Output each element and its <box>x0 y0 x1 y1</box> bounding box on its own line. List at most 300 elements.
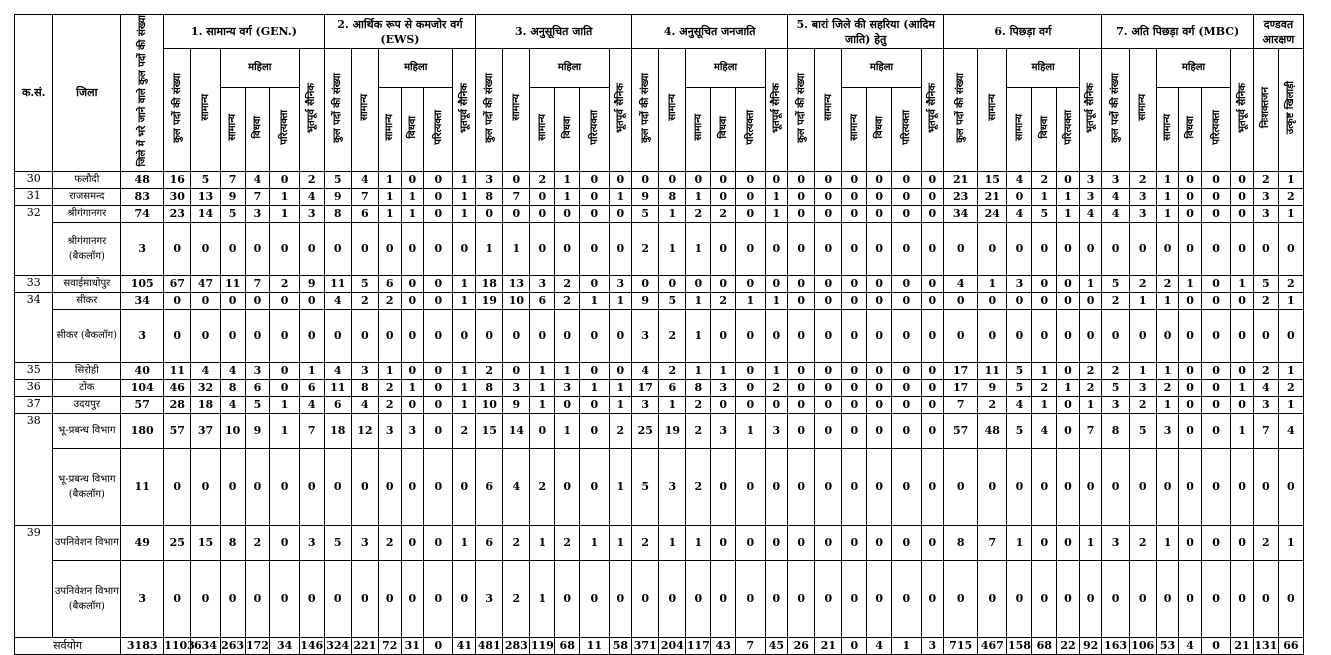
cell-value: 1 <box>1032 396 1057 413</box>
sub-header-general-label: सामान्य <box>822 94 834 122</box>
cell-value: 0 <box>765 560 788 637</box>
cell-value: 11 <box>121 448 164 525</box>
cell-value: 0 <box>1102 309 1129 362</box>
cell-value: 0 <box>1156 222 1179 275</box>
total-value: 158 <box>1007 639 1031 653</box>
cell-value: 0 <box>867 205 892 222</box>
cell-value: 1 <box>453 275 476 292</box>
cell-value: 0 <box>191 222 220 275</box>
cell-value: 2 <box>1253 362 1278 379</box>
cell-value: 25 <box>632 413 659 448</box>
cell-value: 0 <box>351 309 378 362</box>
cell-value: 7 <box>1253 413 1278 448</box>
cell-value: 0 <box>765 396 788 413</box>
cell-value: 5 <box>1253 275 1278 292</box>
group-header-7: 7. अति पिछड़ा वर्ग (MBC) <box>1102 15 1253 49</box>
total-value: 34 <box>270 637 299 654</box>
total-value: 467 <box>978 637 1007 654</box>
cell-value: 4 <box>299 396 324 413</box>
cell-value: 0 <box>1057 292 1080 309</box>
cell-value: 0 <box>299 222 324 275</box>
cell-value: 1 <box>1156 205 1179 222</box>
cell-value: 0 <box>270 309 299 362</box>
cell-value: 7 <box>245 188 270 205</box>
leaf-header-label: परित्यक्ता <box>1062 109 1074 145</box>
cell-value: 0 <box>659 560 686 637</box>
cell-value: 4 <box>245 171 270 188</box>
cell-value: 0 <box>815 560 842 637</box>
cell-value: 0 <box>530 309 555 362</box>
cell-value: 0 <box>842 525 867 560</box>
cell-value: 21 <box>944 171 978 188</box>
cell-value: 0 <box>711 525 736 560</box>
leaf-header-parityakta-1 <box>270 87 299 171</box>
cell-value: 0 <box>1179 292 1202 309</box>
cell-value: 0 <box>921 362 944 379</box>
row-district: सीकर <box>53 292 121 309</box>
cell-value: 9 <box>324 188 351 205</box>
cell-value: 3 <box>1253 396 1278 413</box>
sub-header-exserv-3 <box>609 49 632 172</box>
cell-value: 0 <box>892 309 921 362</box>
cell-value: 18 <box>476 275 503 292</box>
cell-value: 0 <box>164 222 191 275</box>
cell-value: 0 <box>978 560 1007 637</box>
cell-value: 4 <box>351 171 378 188</box>
cell-value: 2 <box>686 413 711 448</box>
cell-value: 1 <box>609 292 632 309</box>
cell-value: 0 <box>1201 292 1230 309</box>
cell-value: 14 <box>191 205 220 222</box>
cell-value: 1 <box>1079 396 1102 413</box>
cell-value: 2 <box>632 525 659 560</box>
cell-value: 0 <box>944 222 978 275</box>
group-header-6: 6. पिछड़ा वर्ग <box>944 15 1102 49</box>
cell-value: 0 <box>424 413 453 448</box>
sub-header-exserv-6 <box>1079 49 1102 172</box>
cell-value: 19 <box>476 292 503 309</box>
cell-value: 0 <box>867 362 892 379</box>
cell-value: 0 <box>164 292 191 309</box>
cell-value: 2 <box>555 525 580 560</box>
cell-value: 2 <box>1278 275 1303 292</box>
cell-value: 0 <box>1253 309 1278 362</box>
cell-value: 0 <box>736 171 765 188</box>
cell-value: 0 <box>1231 171 1254 188</box>
cell-value: 0 <box>424 222 453 275</box>
cell-value: 0 <box>1231 309 1254 362</box>
row-district: सीकर (बैकलॉग) <box>53 309 121 362</box>
cell-value: 0 <box>1079 448 1102 525</box>
cell-value: 0 <box>424 205 453 222</box>
cell-value: 3 <box>632 309 659 362</box>
total-value: 4 <box>1179 637 1202 654</box>
sub-header-exserv-label: भूतपूर्व सैनिक <box>1085 82 1097 133</box>
cell-value: 0 <box>245 560 270 637</box>
cell-value: 105 <box>121 275 164 292</box>
cell-value: 2 <box>555 275 580 292</box>
cell-value: 1 <box>765 292 788 309</box>
cell-value: 1 <box>555 362 580 379</box>
total-value: 11 <box>580 637 609 654</box>
total-label: सर्वयोग <box>15 637 121 654</box>
cell-value: 2 <box>1278 188 1303 205</box>
cell-value: 1 <box>580 379 609 396</box>
cell-value: 0 <box>555 448 580 525</box>
cell-value: 0 <box>736 188 765 205</box>
cell-value: 0 <box>711 560 736 637</box>
cell-value: 0 <box>842 309 867 362</box>
cell-value: 83 <box>121 188 164 205</box>
total-value: 53 <box>1156 637 1179 654</box>
cell-value: 4 <box>299 188 324 205</box>
cell-value: 0 <box>424 188 453 205</box>
cell-value: 2 <box>1253 171 1278 188</box>
row-district: सिरोही <box>53 362 121 379</box>
cell-value: 0 <box>944 309 978 362</box>
cell-value: 0 <box>270 292 299 309</box>
cell-value: 0 <box>788 413 815 448</box>
total-value: 204 <box>659 637 686 654</box>
cell-value: 1 <box>378 171 401 188</box>
cell-value: 0 <box>424 171 453 188</box>
row-district: उपनिवेशन विभाग <box>53 525 121 560</box>
cell-value: 0 <box>711 448 736 525</box>
cell-value: 3 <box>1102 525 1129 560</box>
leaf-header-parityakta-2 <box>424 87 453 171</box>
cell-value: 0 <box>1278 222 1303 275</box>
cell-value: 1 <box>530 379 555 396</box>
cell-value: 0 <box>220 222 245 275</box>
cell-value: 0 <box>220 292 245 309</box>
total-value: 3183 <box>121 637 164 654</box>
cell-value: 1 <box>1179 275 1202 292</box>
table-row <box>15 396 1304 413</box>
cell-value: 0 <box>453 309 476 362</box>
cell-value: 0 <box>632 275 659 292</box>
cell-value: 0 <box>1201 309 1230 362</box>
cell-value: 5 <box>632 448 659 525</box>
cell-value: 1 <box>270 413 299 448</box>
table-row <box>15 205 1304 222</box>
cell-value: 0 <box>1201 413 1230 448</box>
cell-value: 0 <box>944 292 978 309</box>
cell-value: 0 <box>424 309 453 362</box>
cell-value: 0 <box>1179 188 1202 205</box>
cell-value: 1 <box>609 448 632 525</box>
cell-value: 1 <box>580 525 609 560</box>
cell-value: 18 <box>324 413 351 448</box>
leaf-header-parityakta-6 <box>1057 87 1080 171</box>
cell-value: 0 <box>1179 525 1202 560</box>
total-value: 324 <box>324 637 351 654</box>
cell-value: 1 <box>1278 396 1303 413</box>
cell-value: 0 <box>191 292 220 309</box>
cell-value: 7 <box>503 188 530 205</box>
cell-value: 0 <box>476 205 503 222</box>
cell-value: 0 <box>424 396 453 413</box>
cell-value: 0 <box>892 292 921 309</box>
cell-value: 7 <box>220 171 245 188</box>
cell-value: 5 <box>1032 205 1057 222</box>
cell-value: 0 <box>609 560 632 637</box>
total-value: 1103 <box>164 639 195 653</box>
cell-value: 2 <box>270 275 299 292</box>
total-row <box>15 637 1304 654</box>
sub-header-general-3 <box>503 49 530 172</box>
total-value: 21 <box>1231 637 1254 654</box>
cell-value: 0 <box>867 275 892 292</box>
cell-value: 0 <box>503 205 530 222</box>
cell-value: 0 <box>424 379 453 396</box>
cell-value: 0 <box>324 309 351 362</box>
leaf-header-label: परित्यक्ता <box>279 109 291 145</box>
cell-value: 0 <box>978 309 1007 362</box>
cell-value: 0 <box>1278 448 1303 525</box>
cell-value: 0 <box>1179 205 1202 222</box>
cell-value: 0 <box>401 560 424 637</box>
cell-value: 12 <box>351 413 378 448</box>
leaf-header-widow-2 <box>401 87 424 171</box>
cell-value: 30 <box>164 188 191 205</box>
cell-value: 0 <box>978 222 1007 275</box>
cell-value: 1 <box>686 188 711 205</box>
cell-value: 3 <box>1129 188 1156 205</box>
cell-value: 0 <box>686 171 711 188</box>
table-row <box>15 275 1304 292</box>
leaf-header-widow-7 <box>1179 87 1202 171</box>
cell-value: 0 <box>1231 222 1254 275</box>
cell-value: 3 <box>121 560 164 637</box>
cell-value: 34 <box>944 205 978 222</box>
row-sno: 35 <box>15 362 53 379</box>
sub-header-mahila-6: महिला <box>1007 49 1079 88</box>
cell-value: 3 <box>632 396 659 413</box>
cell-value: 1 <box>1156 525 1179 560</box>
total-value: 106 <box>1129 637 1156 654</box>
cell-value: 0 <box>711 309 736 362</box>
cell-value: 0 <box>191 448 220 525</box>
cell-value: 1 <box>580 292 609 309</box>
sub-header-total-6 <box>944 49 978 172</box>
cell-value: 0 <box>711 275 736 292</box>
cell-value: 1 <box>503 222 530 275</box>
cell-value: 4 <box>944 275 978 292</box>
cell-value: 0 <box>921 309 944 362</box>
cell-value: 0 <box>867 560 892 637</box>
cell-value: 6 <box>378 275 401 292</box>
cell-value: 0 <box>842 362 867 379</box>
cell-value: 0 <box>1079 560 1102 637</box>
leaf-header-label: विधवा <box>1184 115 1196 139</box>
cell-value: 0 <box>1007 448 1032 525</box>
cell-value: 0 <box>736 396 765 413</box>
leaf-header-label: सामान्य <box>536 113 548 141</box>
cell-value: 1 <box>1129 362 1156 379</box>
cell-value: 6 <box>245 379 270 396</box>
cell-value: 0 <box>1201 171 1230 188</box>
cell-value: 0 <box>424 525 453 560</box>
total-value: 66 <box>1278 637 1303 654</box>
cell-value: 0 <box>788 275 815 292</box>
cell-value: 5 <box>1007 413 1032 448</box>
cell-value: 46 <box>164 379 191 396</box>
cell-value: 2 <box>453 413 476 448</box>
sub-header-total-label: कुल पदों की संख्या <box>332 72 344 143</box>
cell-value: 0 <box>892 222 921 275</box>
cell-value: 0 <box>842 205 867 222</box>
cell-value: 1 <box>659 205 686 222</box>
cell-value: 0 <box>711 188 736 205</box>
cell-value: 0 <box>401 309 424 362</box>
row-district: भू-प्रबन्ध विभाग (बैकलॉग) <box>53 448 121 525</box>
cell-value: 17 <box>632 379 659 396</box>
cell-value: 0 <box>1231 525 1254 560</box>
cell-value: 1 <box>765 205 788 222</box>
cell-value: 13 <box>191 188 220 205</box>
cell-value: 3 <box>401 413 424 448</box>
sub-header-total-label: कुल पदों की संख्या <box>955 72 967 143</box>
cell-value: 2 <box>686 448 711 525</box>
cell-value: 0 <box>378 448 401 525</box>
cell-value: 5 <box>1102 275 1129 292</box>
cell-value: 0 <box>299 448 324 525</box>
cell-value: 3 <box>378 413 401 448</box>
cell-value: 0 <box>1278 309 1303 362</box>
cell-value: 0 <box>944 560 978 637</box>
cell-value: 24 <box>978 205 1007 222</box>
cell-value: 0 <box>453 448 476 525</box>
cell-value: 0 <box>892 171 921 188</box>
col-header-total-posts <box>121 15 164 172</box>
sub-header-exserv-label: भूतपूर्व सैनिक <box>770 82 782 133</box>
cell-value: 6 <box>324 396 351 413</box>
col-header-total-posts-label: जिले में भरे जाने वाले कुल पदों की संख्या <box>136 15 148 167</box>
cell-value: 0 <box>921 275 944 292</box>
leaf-header-widow-6 <box>1032 87 1057 171</box>
cell-value: 180 <box>121 413 164 448</box>
cell-value: 4 <box>1007 205 1032 222</box>
col-header-sno: क.सं. <box>15 15 53 172</box>
cell-value: 0 <box>164 448 191 525</box>
sub-header-total-label: कुल पदों की संख्या <box>639 72 651 143</box>
cell-value: 0 <box>815 205 842 222</box>
cell-value: 0 <box>1129 448 1156 525</box>
cell-value: 0 <box>401 171 424 188</box>
cell-value: 1 <box>765 188 788 205</box>
cell-value: 47 <box>191 275 220 292</box>
leaf-header-w-general-1 <box>220 87 245 171</box>
cell-value: 7 <box>944 396 978 413</box>
cell-value: 0 <box>245 448 270 525</box>
cell-value: 0 <box>401 396 424 413</box>
cell-value: 1 <box>401 188 424 205</box>
cell-value: 0 <box>892 205 921 222</box>
cell-value: 0 <box>788 188 815 205</box>
cell-value: 5 <box>324 171 351 188</box>
cell-value: 0 <box>1201 205 1230 222</box>
cell-value: 0 <box>220 448 245 525</box>
cell-value: 3 <box>609 275 632 292</box>
sub-header-general-label: सामान्य <box>510 94 522 122</box>
cell-value: 57 <box>164 413 191 448</box>
row-district: सवाईमाधोपुर <box>53 275 121 292</box>
cell-value: 18 <box>191 396 220 413</box>
cell-value: 9 <box>632 292 659 309</box>
cell-value: 0 <box>1057 525 1080 560</box>
cell-value: 0 <box>1032 222 1057 275</box>
cell-value: 0 <box>892 379 921 396</box>
cell-value: 1 <box>1278 292 1303 309</box>
sub-header-total-7 <box>1102 49 1129 172</box>
cell-value: 2 <box>686 396 711 413</box>
leaf-header-widow-5 <box>867 87 892 171</box>
row-district: राजसमन्द <box>53 188 121 205</box>
cell-value: 0 <box>1253 448 1278 525</box>
cell-value: 5 <box>351 275 378 292</box>
leaf-header-w-general-3 <box>530 87 555 171</box>
cell-value: 1 <box>1079 525 1102 560</box>
leaf-header-parityakta-5 <box>892 87 921 171</box>
cell-value: 104 <box>121 379 164 396</box>
cell-value: 0 <box>1179 362 1202 379</box>
cell-value: 2 <box>1032 171 1057 188</box>
cell-value: 0 <box>1032 448 1057 525</box>
cell-value: 7 <box>978 525 1007 560</box>
cell-value: 1 <box>659 525 686 560</box>
total-value: 3 <box>921 637 944 654</box>
sub-header-total-label: कुल पदों की संख्या <box>1110 72 1122 143</box>
cell-value: 2 <box>555 292 580 309</box>
cell-value: 0 <box>842 448 867 525</box>
cell-value: 34 <box>121 292 164 309</box>
cell-value: 3 <box>503 379 530 396</box>
cell-value: 0 <box>978 448 1007 525</box>
cell-value: 0 <box>921 379 944 396</box>
leaf-header-label: विधवा <box>717 115 729 139</box>
cell-value: 0 <box>580 396 609 413</box>
total-value: 131 <box>1254 639 1278 653</box>
cell-value: 2 <box>609 413 632 448</box>
cell-value: 0 <box>736 205 765 222</box>
cell-value: 0 <box>530 188 555 205</box>
leaf-header-parityakta-7 <box>1201 87 1230 171</box>
cell-value: 1 <box>1007 525 1032 560</box>
cell-value: 2 <box>659 362 686 379</box>
cell-value: 0 <box>867 379 892 396</box>
cell-value: 0 <box>1057 275 1080 292</box>
cell-value: 17 <box>944 379 978 396</box>
total-value: 45 <box>765 637 788 654</box>
cell-value: 2 <box>686 205 711 222</box>
cell-value: 4 <box>1032 413 1057 448</box>
cell-value: 1 <box>530 362 555 379</box>
cell-value: 1 <box>299 362 324 379</box>
cell-value: 3 <box>659 448 686 525</box>
cell-value: 0 <box>220 560 245 637</box>
cell-value: 0 <box>921 396 944 413</box>
cell-value: 0 <box>503 309 530 362</box>
cell-value: 0 <box>1057 171 1080 188</box>
cell-value: 21 <box>978 188 1007 205</box>
cell-value: 0 <box>815 275 842 292</box>
leaf-header-label: परित्यक्ता <box>432 109 444 145</box>
row-district: भू-प्रबन्ध विभाग <box>53 413 121 448</box>
cell-value: 1 <box>1057 379 1080 396</box>
cell-value: 0 <box>736 362 765 379</box>
cell-value: 9 <box>632 188 659 205</box>
cell-value: 0 <box>424 560 453 637</box>
